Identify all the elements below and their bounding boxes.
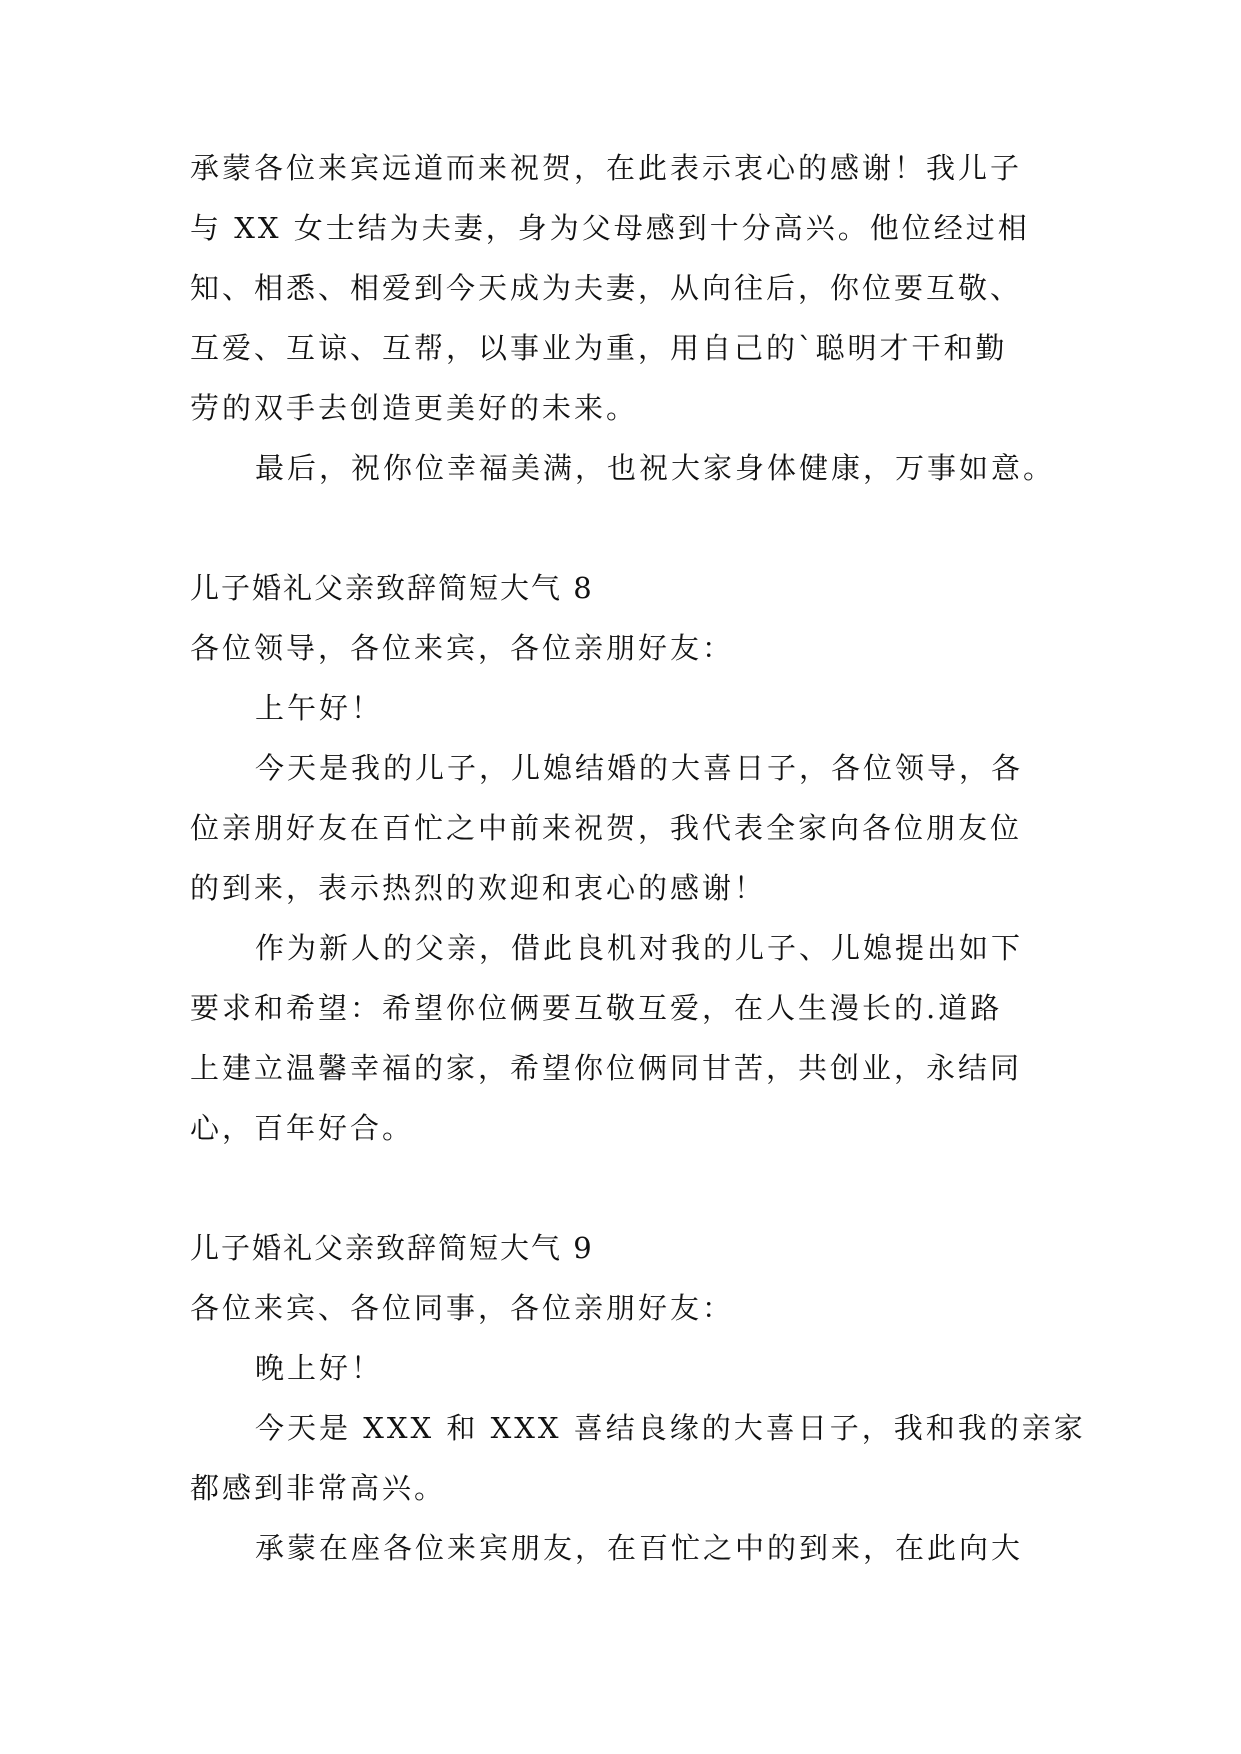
paragraph-line: 都感到非常高兴。 [190,1471,447,1505]
paragraph-line: 作为新人的父亲，借此良机对我的儿子、儿媳提出如下 [255,931,1024,965]
paragraph-line: 上建立温馨幸福的家，希望你位俩同甘苦，共创业，永结同 [190,1051,1023,1085]
paragraph-line: 的到来，表示热烈的欢迎和衷心的感谢！ [190,871,767,905]
greeting: 上午好！ [255,691,384,725]
salutation: 各位来宾、各位同事，各位亲朋好友： [190,1291,735,1325]
paragraph-line: 互爱、互谅、互帮，以事业为重，用自己的`聪明才干和勤 [190,331,1008,365]
greeting: 晚上好！ [255,1351,384,1385]
paragraph-line: 劳的双手去创造更美好的未来。 [190,391,639,425]
paragraph-line: 承蒙各位来宾远道而来祝贺，在此表示衷心的感谢！我儿子 [190,151,1023,185]
paragraph-line: 位亲朋好友在百忙之中前来祝贺，我代表全家向各位朋友位 [190,811,1023,845]
paragraph-line: 要求和希望：希望你位俩要互敬互爱，在人生漫长的.道路 [190,991,1003,1025]
paragraph-line: 今天是 XXX 和 XXX 喜结良缘的大喜日子，我和我的亲家 [255,1411,1086,1445]
paragraph-line: 承蒙在座各位来宾朋友，在百忙之中的到来，在此向大 [255,1531,1024,1565]
section-title: 儿子婚礼父亲致辞简短大气 8 [190,571,594,605]
salutation: 各位领导，各位来宾，各位亲朋好友： [190,631,735,665]
paragraph-line: 与 XX 女士结为夫妻，身为父母感到十分高兴。他位经过相 [190,211,1030,245]
section-title: 儿子婚礼父亲致辞简短大气 9 [190,1231,594,1265]
paragraph-line: 今天是我的儿子，儿媳结婚的大喜日子，各位领导，各 [255,751,1024,785]
paragraph-line: 知、相悉、相爱到今天成为夫妻，从向往后，你位要互敬、 [190,271,1023,305]
paragraph-line: 最后，祝你位幸福美满，也祝大家身体健康，万事如意。 [255,451,1056,485]
paragraph-line: 心，百年好合。 [190,1111,415,1145]
